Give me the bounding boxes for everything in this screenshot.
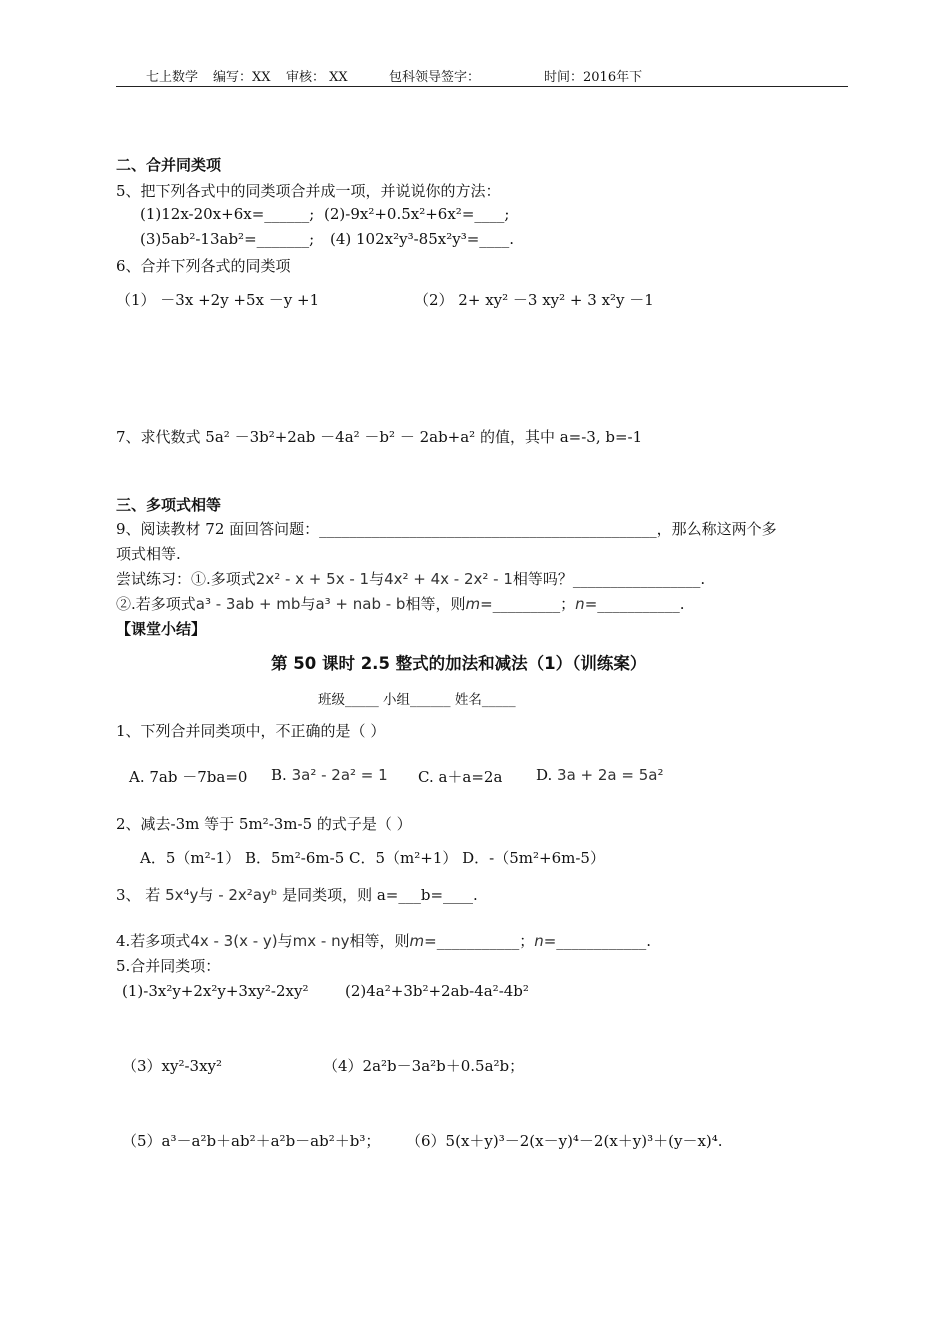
q2-m-blank: =_________； (480, 595, 576, 613)
q9-line-2: 项式相等. (116, 545, 181, 563)
p5-item-4: （4）2a²b－3a²b＋0.5a²b； (323, 1057, 525, 1075)
q5-item-3: (3)5ab²-13ab²=_______; (140, 230, 315, 248)
section2-title: 二、合并同类项 (116, 156, 222, 174)
p1-text: 1、下列合并同类项中，不正确的是（ ） (116, 722, 386, 740)
p1-option-d-expr: 3a + 2a = 5a² (557, 766, 664, 784)
p5-text: 5.合并同类项： (116, 957, 221, 975)
header-time: 时间：2016年下 (544, 70, 643, 85)
p5-item-1: (1)-3x²y+2x²y+3xy²-2xy² (122, 982, 309, 1000)
q2-expr-2: a³ + nab - b (315, 595, 406, 613)
try-suffix: 相等吗？_________________. (512, 570, 706, 588)
section3-title: 三、多项式相等 (116, 496, 222, 514)
q2-m-symbol: m (465, 595, 481, 613)
q2-with: 与 (300, 595, 316, 613)
p5-item-3: （3）xy²-3xy² (122, 1057, 223, 1075)
p1-option-d-label: D. (536, 766, 553, 784)
p4-mid: 相等，则 (349, 932, 410, 950)
p5-item-6: （6）5(x＋y)³－2(x－y)⁴－2(x＋y)³＋(y－x)⁴. (406, 1132, 723, 1150)
p2-text: 2、减去-3m 等于 5m²-3m-5 的式子是（ ） (116, 815, 412, 833)
p4-line (116, 930, 651, 951)
header-course: 七上数学 (146, 70, 199, 85)
summary-title: 【课堂小结】 (116, 620, 207, 638)
q5-item-4: (4) 102x²y³-85x²y³=____. (330, 230, 515, 248)
q7-text: 7、求代数式 5a² －3b²+2ab －4a² －b² － 2ab+a² 的值，其中 a=-3, b=-1 (116, 428, 643, 446)
q2-mid: 相等，则 (405, 595, 466, 613)
q2-line (116, 593, 685, 614)
p1-option-c: C. a＋a=2a (418, 768, 503, 786)
p3-line (116, 884, 478, 905)
p3-prefix: 3、 若 (116, 886, 161, 904)
p4-expr-1: 4x - 3(x - y) (190, 932, 278, 950)
p4-with: 与 (277, 932, 293, 950)
try-line (116, 568, 705, 589)
p4-n-symbol: n (534, 932, 544, 950)
p4-expr-2: mx - ny (292, 932, 350, 950)
header-signature: 包科领导签字： (389, 70, 481, 85)
q2-n-blank: =___________. (584, 595, 685, 613)
p3-suffix: 是同类项，则 a=___b=____. (282, 886, 478, 904)
try-prefix: 尝试练习：①.多项式 (116, 570, 256, 588)
q2-n-symbol: n (575, 595, 585, 613)
p4-n-blank: =____________. (543, 932, 652, 950)
p1-option-d (536, 766, 663, 784)
q5-item-1: (1)12x-20x+6x=______; (140, 205, 315, 223)
header-author: 编写：XX (213, 70, 271, 85)
q2-expr-1: a³ - 3ab + mb (195, 595, 301, 613)
p2-options: A．5（m²-1） B．5m²-6m-5 C．5（m²+1） D．-（5m²+6m-5） (140, 849, 605, 867)
p3-expr-1: 5x⁴y (165, 886, 199, 904)
p1-option-b-expr: 3a² - 2a² = 1 (291, 766, 388, 784)
q5-text: 5、把下列各式中的同类项合并成一项，并说说你的方法： (116, 182, 501, 200)
p3-with: 与 (198, 886, 214, 904)
practice-title: 第 50 课时 2.5 整式的加法和减法（1）（训练案） (271, 654, 647, 673)
p4-m-symbol: m (409, 932, 425, 950)
try-with: 与 (369, 570, 385, 588)
q6-text: 6、合并下列各式的同类项 (116, 257, 291, 275)
practice-info: 班级_____ 小组______ 姓名_____ (318, 692, 516, 708)
q6-item-2: （2） 2+ xy² －3 xy² + 3 x²y －1 (414, 291, 654, 309)
q5-item-2: (2)-9x²+0.5x²+6x²=____; (324, 205, 510, 223)
p1-option-a: A. 7ab －7ba=0 (129, 768, 248, 786)
p1-option-b (271, 766, 388, 784)
try-expr-1: 2x² - x + 5x - 1 (255, 570, 370, 588)
p5-item-2: (2)4a²+3b²+2ab-4a²-4b² (345, 982, 529, 1000)
p5-item-5: （5）a³－a²b＋ab²＋a²b－ab²＋b³； (122, 1132, 381, 1150)
header-reviewer: 审核： XX (286, 70, 348, 85)
q2-prefix: ②.若多项式 (116, 595, 196, 613)
q6-item-1: （1） －3x +2y +5x －y +1 (116, 291, 320, 309)
p3-expr-2: - 2x²ayᵇ (218, 886, 278, 904)
try-expr-2: 4x² + 4x - 2x² - 1 (384, 570, 513, 588)
q9-line-1: 9、阅读教材 72 面回答问题：_____________________________________________，那么称这两个多 (116, 520, 777, 538)
p4-prefix: 4.若多项式 (116, 932, 191, 950)
p1-option-b-label: B. (271, 766, 287, 784)
header-rule (116, 86, 848, 87)
p4-m-blank: =___________； (424, 932, 535, 950)
